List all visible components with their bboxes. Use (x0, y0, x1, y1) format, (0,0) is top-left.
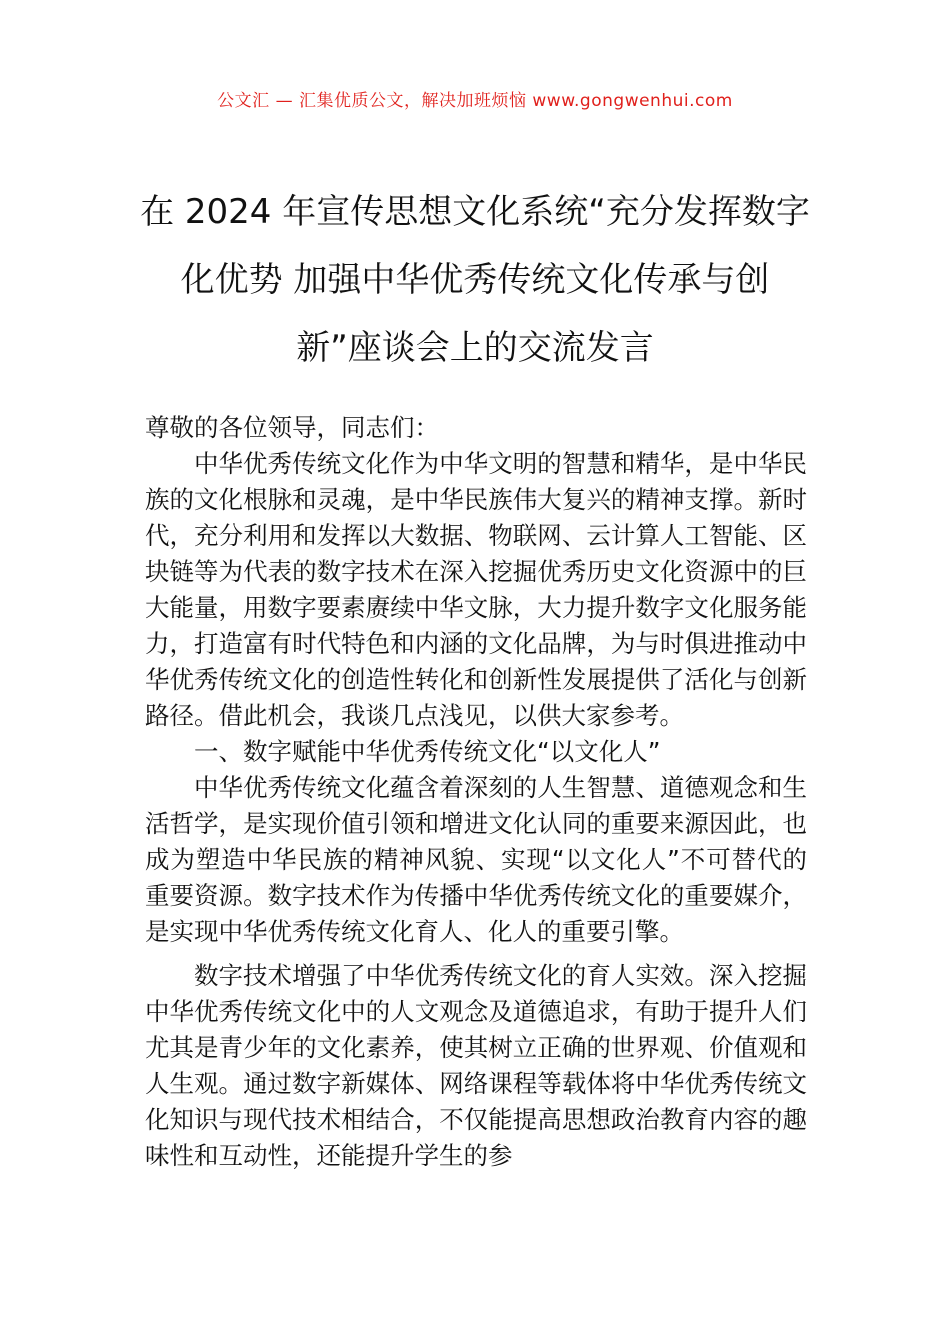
paragraph-intro: 中华优秀传统文化作为中华文明的智慧和精华，是中华民族的文化根脉和灵魂，是中华民族伟大复兴的精神支撑。新时代，充分利用和发挥以大数据、物联网、云计算人工智能、区块链等为代表的数字技术在深入挖掘优秀历史文化资源中的巨大能量，用数字要素赓续中华文脉，大力提升数字文化服务能力，打造富有时代特色和内涵的文化品牌，为与时俱进推动中华优秀传统文化的创造性转化和创新性发展提供了活化与创新路径。借此机会，我谈几点浅见，以供大家参考。 (145, 449, 807, 730)
salutation: 尊敬的各位领导，同志们： (145, 413, 439, 442)
paragraph-education: 数字技术增强了中华优秀传统文化的育人实效。深入挖掘中华优秀传统文化中的人文观念及道德追求，有助于提升人们尤其是青少年的文化素养，使其树立正确的世界观、价值观和人生观。通过数字新媒体、网络课程等载体将中华优秀传统文化知识与现代技术相结合，不仅能提高思想政治教育内容的趣味性和互动性，还能提升学生的参 (145, 961, 807, 1170)
paragraph-section-1: 中华优秀传统文化蕴含着深刻的人生智慧、道德观念和生活哲学，是实现价值引领和增进文化认同的重要来源因此，也成为塑造中华民族的精神风貌、实现“以文化人”不可替代的重要资源。数字技术作为传播中华优秀传统文化的重要媒介，是实现中华优秀传统文化育人、化人的重要引擎。 (145, 773, 807, 946)
section-heading-1: 一、数字赋能中华优秀传统文化“以文化人” (194, 737, 661, 766)
document-title: 在 2024 年宣传思想文化系统“充分发挥数字化优势 加强中华优秀传统文化传承与创新”座谈会上的交流发言 (140, 192, 810, 368)
site-header-banner: 公文汇 — 汇集优质公文，解决加班烦恼 www.gongwenhui.com (217, 91, 733, 111)
document-body (145, 410, 807, 1174)
